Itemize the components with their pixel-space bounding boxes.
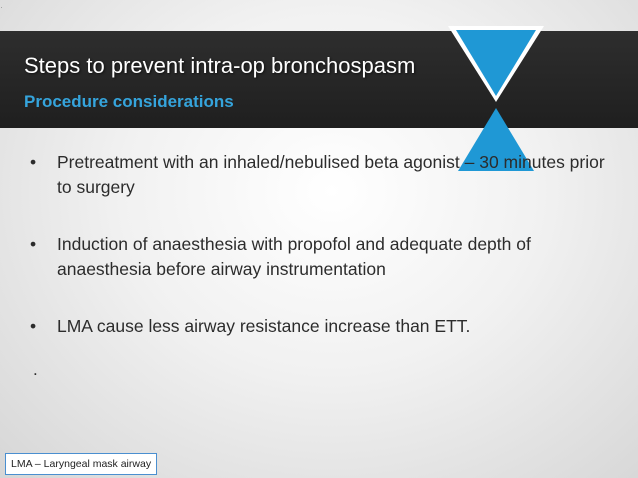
hourglass-top-triangle [456, 30, 536, 96]
slide-title: Steps to prevent intra-op bronchospasm [24, 53, 416, 78]
bullet-marker: • [30, 152, 37, 172]
bullet-item [30, 314, 620, 339]
bullet-marker: • [30, 316, 37, 336]
trailing-mark: . [33, 360, 38, 379]
slide-subtitle: Procedure considerations [24, 92, 234, 111]
bullet-marker: • [30, 234, 37, 254]
footnote-box: LMA – Laryngeal mask airway [5, 453, 157, 475]
bullet-text: Induction of anaesthesia with propofol and adequate depth of anaesthesia before airway instrumentation [57, 234, 531, 279]
bullet-text: LMA cause less airway resistance increase than ETT. [57, 316, 471, 336]
bullet-text: Pretreatment with an inhaled/nebulised beta agonist – 30 minutes prior to surgery [57, 152, 605, 197]
bullet-list [30, 150, 620, 343]
bullet-item [30, 150, 620, 200]
bullet-item [30, 232, 620, 282]
corner-mark: · [0, 2, 3, 12]
